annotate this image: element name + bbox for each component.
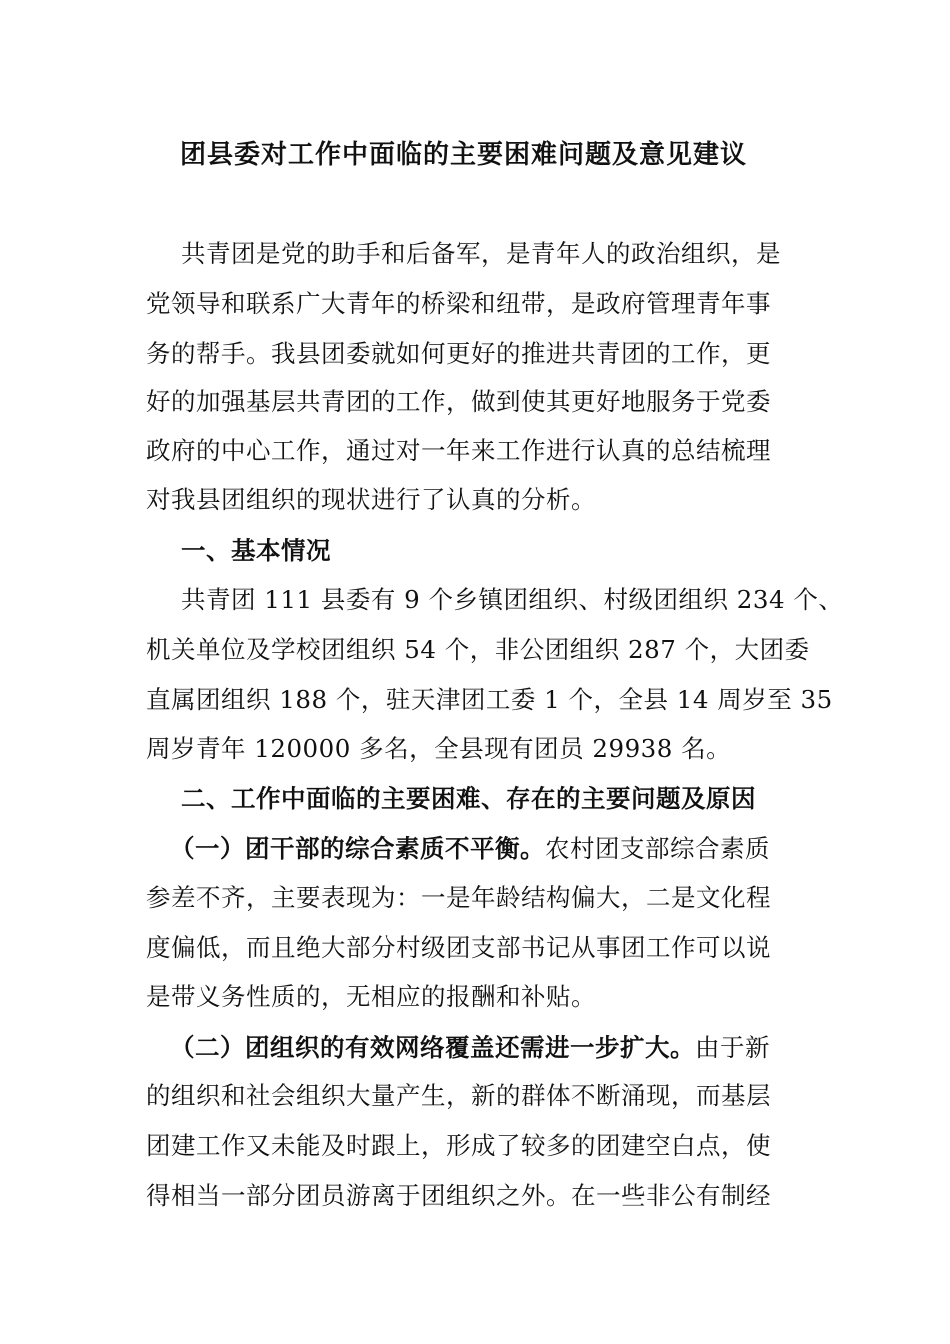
- intro-line: 务的帮手。我县团委就如何更好的推进共青团的工作，更: [146, 339, 771, 368]
- section-heading-problems: 二、工作中面临的主要困难、存在的主要问题及原因: [181, 784, 756, 813]
- sub2-line: 得相当一部分团员游离于团组织之外。在一些非公有制经: [146, 1181, 771, 1210]
- intro-line: 对我县团组织的现状进行了认真的分析。: [146, 485, 596, 514]
- sub2-heading: （二）团组织的有效网络覆盖还需进一步扩大。: [170, 1033, 695, 1062]
- sub1-line: 参差不齐，主要表现为：一是年龄结构偏大，二是文化程: [146, 883, 771, 912]
- sub2-line: 的组织和社会组织大量产生，新的群体不断涌现，而基层: [146, 1081, 771, 1110]
- sub1-first-line: [170, 833, 770, 865]
- sub2-line: 团建工作又未能及时跟上，形成了较多的团建空白点，使: [146, 1131, 771, 1160]
- sub1-heading: （一）团干部的综合素质不平衡。: [170, 834, 545, 863]
- sub2-text: 由于新: [695, 1033, 770, 1062]
- sub1-text: 农村团支部综合素质: [545, 834, 770, 863]
- sub2-first-line: [170, 1032, 770, 1064]
- section-heading-basic: 一、基本情况: [181, 536, 331, 565]
- section1-line: 共青团 111 县委有 9 个乡镇团组织、村级团组织 234 个、: [181, 585, 844, 614]
- intro-line: 共青团是党的助手和后备军，是青年人的政治组织，是: [181, 239, 781, 268]
- section1-line: 直属团组织 188 个，驻天津团工委 1 个，全县 14 周岁至 35: [146, 685, 833, 714]
- section1-line: 周岁青年 120000 多名，全县现有团员 29938 名。: [146, 734, 732, 763]
- intro-line: 政府的中心工作，通过对一年来工作进行认真的总结梳理: [146, 436, 771, 465]
- sub1-line: 度偏低，而且绝大部分村级团支部书记从事团工作可以说: [146, 933, 771, 962]
- intro-line: 好的加强基层共青团的工作，做到使其更好地服务于党委: [146, 387, 771, 416]
- section1-line: 机关单位及学校团组织 54 个，非公团组织 287 个，大团委: [146, 635, 810, 664]
- document-title: 团县委对工作中面临的主要困难问题及意见建议: [180, 140, 748, 170]
- sub1-line: 是带义务性质的，无相应的报酬和补贴。: [146, 982, 596, 1011]
- intro-line: 党领导和联系广大青年的桥梁和纽带，是政府管理青年事: [146, 289, 771, 318]
